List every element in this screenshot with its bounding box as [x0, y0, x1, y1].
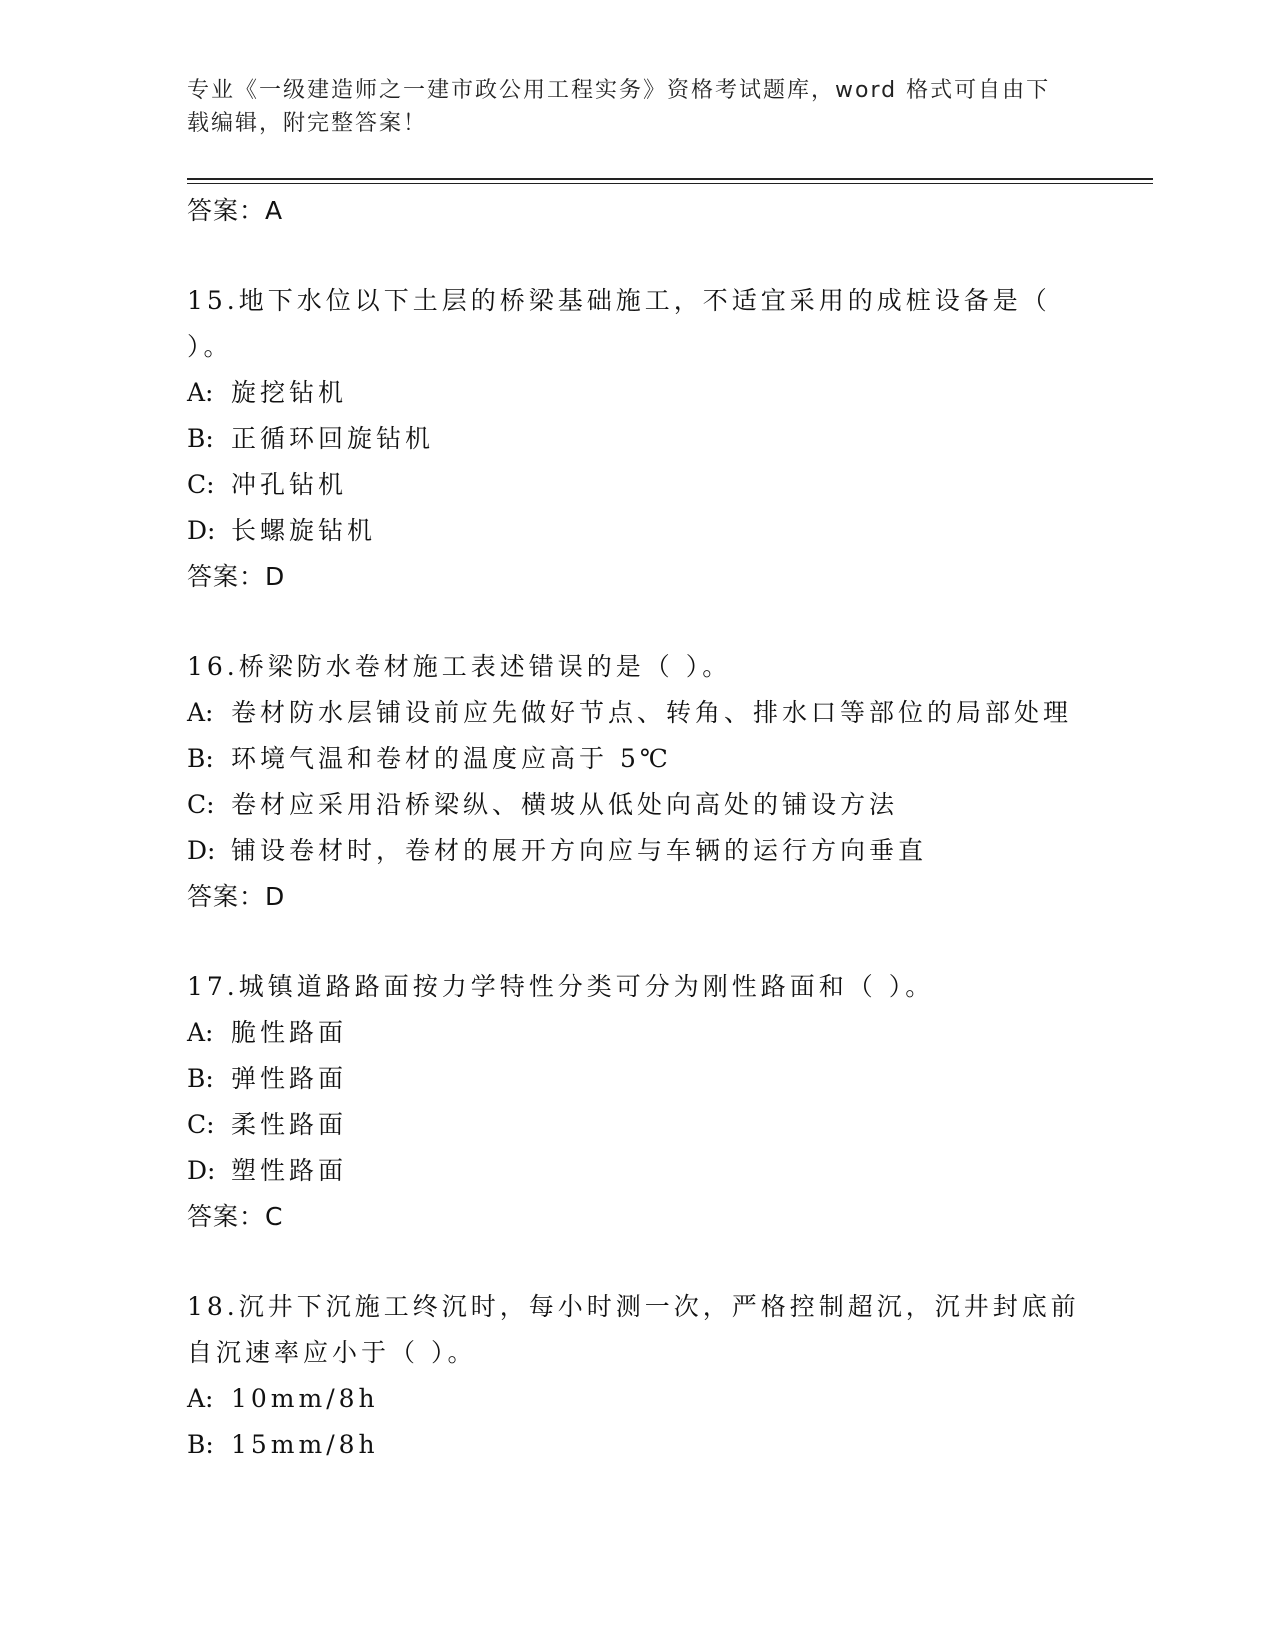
question-stem: 15.地下水位以下土层的桥梁基础施工，不适宜采用的成桩设备是（ — [187, 286, 1051, 315]
option-b — [187, 1056, 1087, 1102]
option-text: 塑性路面 — [231, 1156, 348, 1185]
option-key: C: — [187, 470, 215, 499]
option-text: 15mm/8h — [231, 1430, 379, 1459]
option-key: B: — [187, 1064, 214, 1093]
question-list — [187, 188, 1087, 1468]
option-text: 脆性路面 — [231, 1018, 348, 1047]
option-c — [187, 1102, 1087, 1148]
option-d — [187, 828, 1087, 874]
option-a — [187, 1376, 1087, 1422]
option-key: C: — [187, 790, 215, 819]
option-key: D: — [187, 516, 216, 545]
document-header — [187, 74, 1087, 140]
option-key: B: — [187, 1430, 214, 1459]
option-c — [187, 462, 1087, 508]
option-text: 卷材应采用沿桥梁纵、横坡从低处向高处的铺设方法 — [231, 790, 899, 819]
option-b — [187, 416, 1087, 462]
option-key: A: — [187, 1384, 214, 1413]
question-stem: 16.桥梁防水卷材施工表述错误的是（ ）。 — [187, 652, 732, 681]
option-text: 环境气温和卷材的温度应高于 5℃ — [231, 744, 672, 773]
question-16 — [187, 644, 1087, 920]
question-stem: 17.城镇道路路面按力学特性分类可分为刚性路面和（ ）。 — [187, 972, 935, 1001]
answer-q15: 答案：D — [187, 562, 286, 591]
option-a — [187, 1010, 1087, 1056]
option-c — [187, 782, 1087, 828]
header-line-2: 载编辑，附完整答案！ — [187, 111, 428, 136]
option-text: 旋挖钻机 — [231, 378, 348, 407]
option-key: C: — [187, 1110, 215, 1139]
header-divider — [187, 178, 1153, 184]
option-key: B: — [187, 424, 214, 453]
option-key: D: — [187, 836, 216, 865]
question-stem-continued: ）。 — [187, 332, 233, 361]
question-stem-continued: 自沉速率应小于（ ）。 — [187, 1338, 477, 1367]
option-b — [187, 1422, 1087, 1468]
question-17 — [187, 964, 1087, 1240]
answer-q14: 答案：A — [187, 196, 284, 225]
answer-q16: 答案：D — [187, 882, 286, 911]
question-stem: 18.沉井下沉施工终沉时，每小时测一次，严格控制超沉，沉井封底前 — [187, 1292, 1080, 1321]
option-text: 正循环回旋钻机 — [231, 424, 435, 453]
option-text: 弹性路面 — [231, 1064, 348, 1093]
option-text: 卷材防水层铺设前应先做好节点、转角、排水口等部位的局部处理 — [231, 698, 1073, 727]
option-text: 长螺旋钻机 — [231, 516, 377, 545]
option-text: 10mm/8h — [231, 1384, 379, 1413]
option-d — [187, 1148, 1087, 1194]
option-key: B: — [187, 744, 214, 773]
header-line-1: 专业《一级建造师之一建市政公用工程实务》资格考试题库，word 格式可自由下 — [187, 78, 1051, 103]
question-18 — [187, 1284, 1087, 1468]
option-a — [187, 370, 1087, 416]
option-key: D: — [187, 1156, 216, 1185]
option-text: 柔性路面 — [231, 1110, 348, 1139]
option-d — [187, 508, 1087, 554]
option-text: 冲孔钻机 — [231, 470, 348, 499]
question-15 — [187, 278, 1087, 600]
answer-q17: 答案：C — [187, 1202, 284, 1231]
option-key: A: — [187, 378, 214, 407]
option-a — [187, 690, 1087, 736]
option-b — [187, 736, 1087, 782]
option-text: 铺设卷材时，卷材的展开方向应与车辆的运行方向垂直 — [231, 836, 928, 865]
option-key: A: — [187, 698, 214, 727]
option-key: A: — [187, 1018, 214, 1047]
